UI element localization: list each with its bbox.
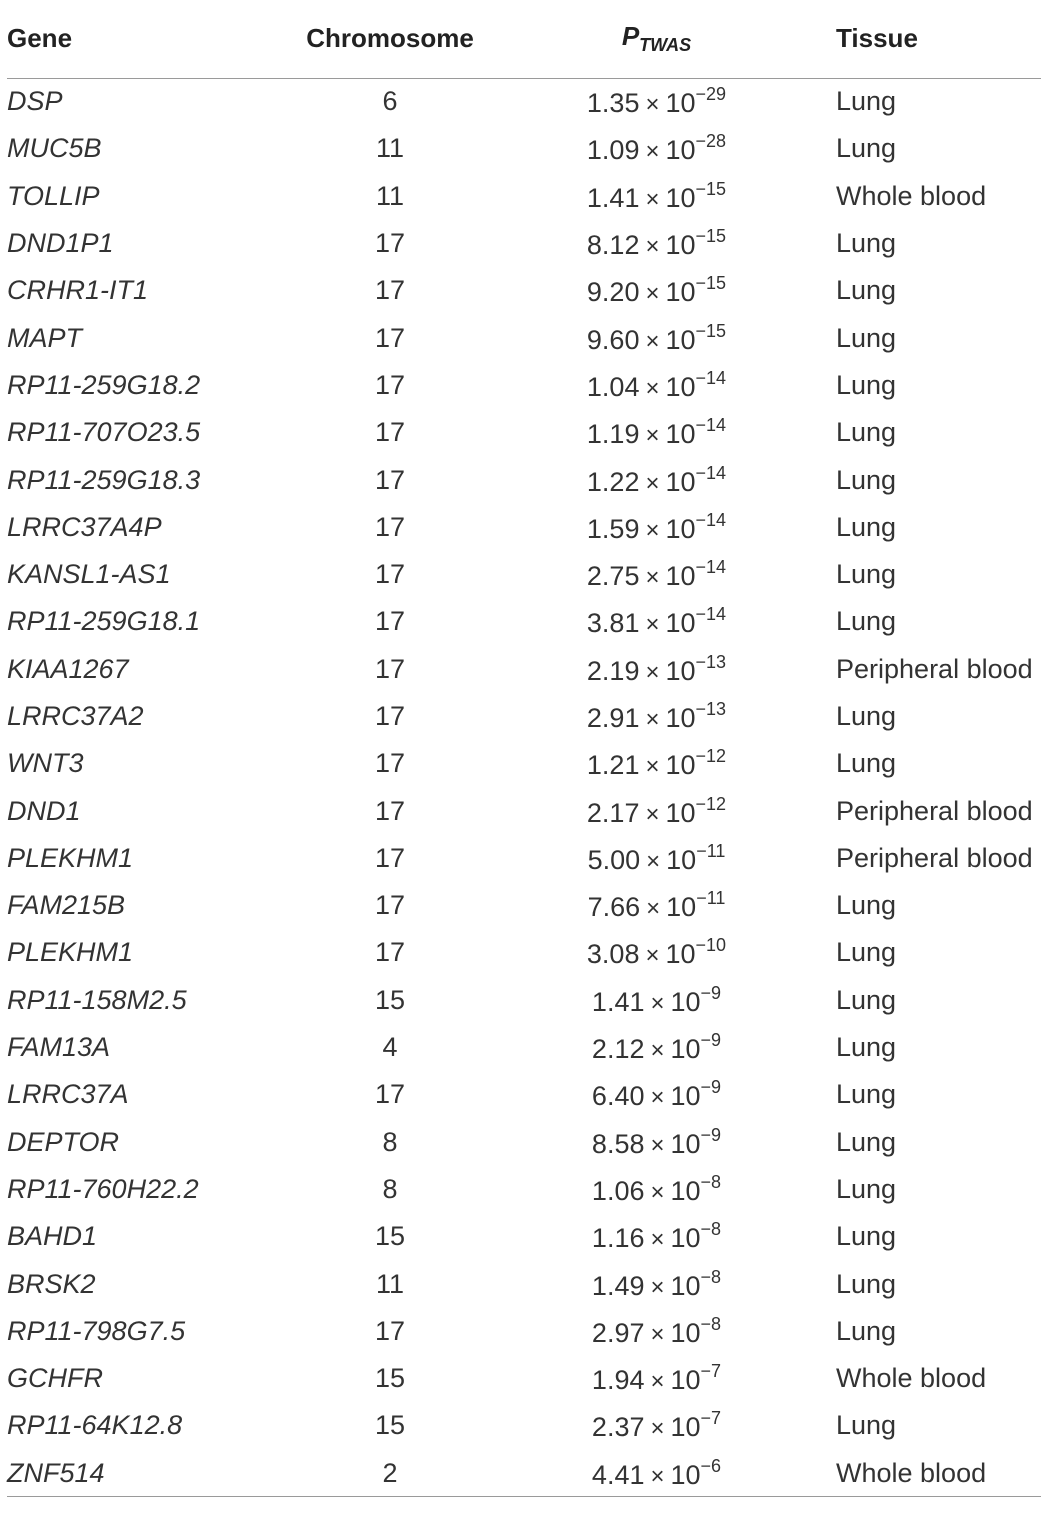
p-mantissa: 1.09 — [586, 135, 640, 166]
cell-tissue: Lung — [836, 417, 897, 448]
table-row — [7, 504, 1041, 551]
cell-chromosome: 17 — [374, 748, 406, 779]
cell-chromosome: 17 — [374, 1315, 406, 1346]
p-mantissa: 2.19 — [586, 655, 640, 686]
table-row — [7, 551, 1041, 598]
cell-gene: WNT3 — [7, 748, 84, 779]
times-sign: × — [646, 847, 661, 875]
times-sign: × — [650, 1084, 665, 1112]
cell-gene: CRHR1-IT1 — [7, 275, 149, 306]
table-row — [7, 882, 1041, 929]
p-mantissa: 1.22 — [586, 466, 640, 497]
p-base: 10 — [665, 182, 696, 213]
times-sign: × — [645, 138, 660, 166]
p-exponent: −12 — [695, 793, 727, 814]
cell-p-twas — [483, 504, 830, 551]
table-row — [7, 977, 1041, 1024]
p-base: 10 — [665, 513, 696, 544]
cell-tissue: Lung — [836, 369, 897, 400]
cell-gene: RP11-707O23.5 — [7, 417, 201, 448]
times-sign: × — [650, 1368, 665, 1396]
cell-chromosome: 15 — [374, 984, 406, 1015]
cell-gene: RP11-158M2.5 — [7, 984, 187, 1015]
header-p-twas — [483, 0, 830, 78]
table-row — [7, 1213, 1041, 1260]
table-header — [7, 0, 1041, 78]
cell-gene: RP11-798G7.5 — [7, 1315, 186, 1346]
cell-p-twas — [483, 835, 830, 882]
p-mantissa: 1.59 — [586, 513, 640, 544]
cell-gene: TOLLIP — [7, 180, 100, 211]
table-row — [7, 1355, 1041, 1402]
p-mantissa: 1.41 — [591, 986, 645, 1017]
times-sign: × — [645, 753, 660, 781]
cell-chromosome: 17 — [374, 559, 406, 590]
p-base: 10 — [665, 750, 696, 781]
p-base: 10 — [670, 1365, 701, 1396]
p-base: 10 — [665, 608, 696, 639]
times-sign: × — [645, 233, 660, 261]
times-sign: × — [645, 374, 660, 402]
table-row — [7, 646, 1041, 693]
cell-p-twas — [483, 740, 830, 787]
cell-p-twas — [483, 125, 830, 172]
cell-chromosome: 17 — [374, 1079, 406, 1110]
cell-p-twas — [483, 598, 830, 645]
cell-p-twas — [483, 551, 830, 598]
p-base: 10 — [665, 655, 696, 686]
cell-tissue: Lung — [836, 701, 897, 731]
cell-chromosome: 15 — [374, 1363, 406, 1394]
cell-chromosome: 17 — [374, 511, 406, 542]
p-exponent: −15 — [695, 226, 727, 247]
times-sign: × — [650, 1273, 665, 1301]
p-mantissa: 7.66 — [587, 892, 641, 923]
p-exponent: −10 — [695, 935, 727, 956]
cell-chromosome: 17 — [374, 417, 406, 448]
cell-tissue: Lung — [836, 86, 897, 117]
p-base: 10 — [670, 1317, 701, 1348]
p-mantissa: 4.41 — [591, 1459, 645, 1490]
header-row — [7, 0, 1041, 78]
times-sign: × — [645, 942, 660, 970]
p-base: 10 — [670, 1412, 701, 1443]
cell-gene: RP11-760H22.2 — [7, 1173, 199, 1204]
cell-tissue: Lung — [836, 606, 897, 637]
table-row — [7, 1402, 1041, 1449]
cell-tissue: Lung — [836, 133, 897, 164]
p-exponent: −9 — [700, 1077, 722, 1098]
cell-p-twas — [483, 1119, 830, 1166]
p-base: 10 — [670, 1034, 701, 1065]
times-sign: × — [645, 422, 660, 450]
cell-chromosome: 15 — [374, 1410, 406, 1441]
cell-tissue: Lung — [836, 984, 897, 1015]
times-sign: × — [650, 1320, 665, 1348]
table-body — [7, 78, 1041, 1497]
cell-chromosome: 11 — [375, 180, 405, 211]
times-sign: × — [646, 895, 661, 923]
cell-p-twas — [483, 456, 830, 503]
cell-gene: MUC5B — [7, 133, 102, 164]
cell-tissue: Peripheral blood — [836, 842, 1033, 873]
cell-p-twas — [483, 929, 830, 976]
times-sign: × — [645, 516, 660, 544]
p-base: 10 — [665, 419, 696, 450]
p-base: 10 — [665, 371, 696, 402]
cell-tissue: Lung — [836, 1410, 897, 1441]
cell-chromosome: 17 — [374, 275, 406, 306]
cell-chromosome: 2 — [297, 1450, 483, 1497]
p-base: 10 — [665, 466, 696, 497]
p-base: 10 — [670, 1128, 701, 1159]
p-exponent: −14 — [695, 367, 727, 388]
cell-chromosome: 17 — [374, 464, 406, 495]
cell-p-twas — [483, 646, 830, 693]
p-base: 10 — [670, 1459, 701, 1490]
p-mantissa: 2.37 — [591, 1412, 645, 1443]
p-mantissa: 5.00 — [587, 844, 641, 875]
header-chromosome: Chromosome — [297, 0, 483, 78]
p-mantissa: 1.04 — [586, 371, 640, 402]
table-row — [7, 78, 1041, 125]
cell-tissue: Lung — [836, 511, 897, 542]
cell-gene: ZNF514 — [7, 1450, 297, 1497]
p-base: 10 — [665, 324, 696, 355]
cell-tissue: Peripheral blood — [836, 795, 1033, 826]
p-exponent: −15 — [695, 273, 727, 294]
table-row — [7, 267, 1041, 314]
cell-gene: KANSL1-AS1 — [7, 559, 171, 590]
cell-gene: DSP — [7, 86, 63, 117]
cell-chromosome: 8 — [382, 1126, 398, 1157]
cell-tissue: Lung — [836, 559, 897, 590]
p-base: 10 — [670, 1081, 701, 1112]
cell-chromosome: 17 — [374, 937, 406, 968]
p-mantissa: 1.35 — [586, 88, 640, 119]
cell-gene: RP11-259G18.3 — [7, 464, 201, 495]
cell-tissue: Lung — [836, 748, 897, 779]
times-sign: × — [645, 564, 660, 592]
p-exponent: −7 — [700, 1361, 722, 1382]
cell-tissue: Peripheral blood — [836, 653, 1033, 684]
table-row — [7, 125, 1041, 172]
times-sign: × — [645, 658, 660, 686]
p-exponent: −14 — [695, 604, 727, 625]
cell-gene: LRRC37A2 — [7, 701, 144, 731]
cell-tissue: Lung — [836, 1221, 897, 1252]
p-exponent: −14 — [695, 509, 727, 530]
cell-gene: KIAA1267 — [7, 653, 129, 684]
cell-gene: BAHD1 — [7, 1221, 98, 1252]
p-mantissa: 8.12 — [586, 230, 640, 261]
p-exponent: −14 — [695, 415, 727, 436]
p-mantissa: 1.21 — [586, 750, 640, 781]
p-mantissa: 9.20 — [586, 277, 640, 308]
cell-tissue: Lung — [836, 890, 897, 921]
times-sign: × — [645, 611, 660, 639]
cell-tissue: Lung — [836, 1315, 897, 1346]
cell-p-twas — [483, 882, 830, 929]
p-mantissa: 9.60 — [586, 324, 640, 355]
p-exponent: −28 — [695, 131, 727, 152]
p-mantissa: 2.17 — [586, 797, 640, 828]
cell-p-twas — [483, 1450, 830, 1497]
cell-tissue: Lung — [836, 1173, 897, 1204]
cell-gene: LRRC37A — [7, 1079, 129, 1110]
cell-tissue: Lung — [836, 228, 897, 259]
cell-chromosome: 4 — [382, 1032, 398, 1063]
cell-tissue: Lung — [836, 1032, 897, 1063]
twas-results-table — [7, 0, 1041, 1497]
cell-chromosome: 17 — [374, 606, 406, 637]
table-row — [7, 1450, 1041, 1497]
cell-chromosome: 6 — [382, 86, 398, 117]
times-sign: × — [645, 800, 660, 828]
p-base: 10 — [665, 88, 696, 119]
p-exponent: −15 — [695, 320, 727, 341]
table-row — [7, 598, 1041, 645]
table-row — [7, 1166, 1041, 1213]
p-base: 10 — [665, 939, 696, 970]
header-p-main: P — [621, 21, 640, 52]
cell-tissue: Lung — [836, 1079, 897, 1110]
cell-chromosome: 17 — [374, 653, 406, 684]
cell-p-twas — [483, 220, 830, 267]
p-mantissa: 2.75 — [586, 561, 640, 592]
table-row — [7, 409, 1041, 456]
cell-p-twas — [483, 693, 830, 740]
table-row — [7, 1071, 1041, 1118]
times-sign: × — [645, 469, 660, 497]
cell-p-twas — [483, 314, 830, 361]
cell-tissue: Lung — [836, 275, 897, 306]
cell-gene: RP11-64K12.8 — [7, 1410, 183, 1441]
p-base: 10 — [665, 797, 696, 828]
cell-p-twas — [483, 1071, 830, 1118]
p-exponent: −7 — [700, 1408, 722, 1429]
times-sign: × — [650, 1131, 665, 1159]
cell-p-twas — [483, 267, 830, 314]
header-gene: Gene — [7, 0, 297, 78]
cell-tissue: Whole blood — [830, 1450, 1041, 1497]
times-sign: × — [650, 989, 665, 1017]
p-exponent: −9 — [700, 1030, 722, 1051]
p-exponent: −15 — [695, 178, 727, 199]
times-sign: × — [645, 185, 660, 213]
p-exponent: −8 — [700, 1266, 722, 1287]
table-row — [7, 1119, 1041, 1166]
p-exponent: −11 — [696, 888, 726, 909]
p-exponent: −13 — [695, 699, 727, 719]
p-mantissa: 3.08 — [586, 939, 640, 970]
p-base: 10 — [666, 844, 697, 875]
table-row — [7, 362, 1041, 409]
p-exponent: −12 — [695, 746, 727, 767]
p-mantissa: 2.97 — [591, 1317, 645, 1348]
cell-gene: RP11-259G18.2 — [7, 369, 201, 400]
cell-p-twas — [483, 1213, 830, 1260]
cell-chromosome: 11 — [375, 133, 405, 164]
p-base: 10 — [665, 135, 696, 166]
table-row — [7, 173, 1041, 220]
table-row — [7, 1260, 1041, 1307]
cell-p-twas — [483, 1260, 830, 1307]
header-tissue: Tissue — [830, 0, 1041, 78]
times-sign: × — [650, 1462, 665, 1490]
cell-gene: BRSK2 — [7, 1268, 96, 1299]
p-mantissa: 2.91 — [586, 703, 640, 733]
cell-p-twas — [483, 1355, 830, 1402]
cell-gene: PLEKHM1 — [7, 937, 134, 968]
p-exponent: −8 — [700, 1219, 722, 1240]
table-row — [7, 1308, 1041, 1355]
p-exponent: −11 — [696, 840, 726, 861]
times-sign: × — [650, 1415, 665, 1443]
cell-tissue: Lung — [836, 1268, 897, 1299]
p-base: 10 — [665, 277, 696, 308]
p-base: 10 — [670, 986, 701, 1017]
p-mantissa: 1.94 — [591, 1365, 645, 1396]
table-row — [7, 740, 1041, 787]
cell-p-twas — [483, 409, 830, 456]
p-exponent: −9 — [700, 982, 722, 1003]
times-sign: × — [645, 91, 660, 119]
table-row — [7, 787, 1041, 834]
cell-gene: LRRC37A4P — [7, 511, 162, 542]
p-base: 10 — [670, 1223, 701, 1254]
cell-gene: FAM13A — [7, 1032, 111, 1063]
cell-tissue: Lung — [836, 1126, 897, 1157]
cell-chromosome: 17 — [374, 890, 406, 921]
p-mantissa: 8.58 — [591, 1128, 645, 1159]
cell-gene: MAPT — [7, 322, 83, 353]
p-mantissa: 1.06 — [591, 1175, 645, 1206]
p-mantissa: 1.41 — [586, 182, 640, 213]
times-sign: × — [650, 1226, 665, 1254]
times-sign: × — [645, 706, 660, 733]
p-exponent: −14 — [695, 557, 727, 578]
table-row — [7, 835, 1041, 882]
p-exponent: −8 — [700, 1171, 722, 1192]
cell-p-twas — [483, 787, 830, 834]
p-exponent: −29 — [695, 84, 727, 105]
cell-chromosome: 17 — [374, 369, 406, 400]
cell-tissue: Lung — [836, 322, 897, 353]
header-p-subscript: TWAS — [639, 35, 692, 56]
p-base: 10 — [666, 892, 697, 923]
p-mantissa: 6.40 — [591, 1081, 645, 1112]
p-base: 10 — [670, 1270, 701, 1301]
cell-tissue: Lung — [836, 937, 897, 968]
cell-gene: FAM215B — [7, 890, 126, 921]
cell-tissue: Lung — [836, 464, 897, 495]
times-sign: × — [650, 1037, 665, 1065]
cell-chromosome: 11 — [375, 1268, 405, 1299]
p-base: 10 — [665, 703, 696, 733]
cell-p-twas — [483, 1024, 830, 1071]
times-sign: × — [650, 1178, 665, 1206]
table-row — [7, 1024, 1041, 1071]
cell-chromosome: 8 — [382, 1173, 398, 1204]
times-sign: × — [645, 327, 660, 355]
table-row — [7, 456, 1041, 503]
cell-p-twas — [483, 173, 830, 220]
cell-p-twas — [483, 78, 830, 125]
cell-p-twas — [483, 362, 830, 409]
cell-gene: DND1P1 — [7, 228, 114, 259]
cell-chromosome: 17 — [374, 842, 406, 873]
cell-chromosome: 15 — [374, 1221, 406, 1252]
cell-gene: GCHFR — [7, 1363, 103, 1394]
times-sign: × — [645, 280, 660, 308]
p-mantissa: 3.81 — [586, 608, 640, 639]
cell-p-twas — [483, 977, 830, 1024]
cell-p-twas — [483, 1402, 830, 1449]
cell-gene: DEPTOR — [7, 1126, 120, 1157]
p-base: 10 — [665, 230, 696, 261]
cell-tissue: Whole blood — [836, 1363, 987, 1394]
p-exponent: −14 — [695, 462, 727, 483]
table-row — [7, 220, 1041, 267]
table-row — [7, 929, 1041, 976]
p-mantissa: 1.16 — [591, 1223, 645, 1254]
cell-chromosome: 17 — [374, 701, 406, 731]
p-mantissa: 1.19 — [586, 419, 640, 450]
cell-chromosome: 17 — [374, 322, 406, 353]
p-mantissa: 1.49 — [591, 1270, 645, 1301]
p-base: 10 — [670, 1175, 701, 1206]
p-exponent: −6 — [700, 1455, 722, 1476]
p-exponent: −13 — [695, 651, 727, 672]
cell-tissue: Whole blood — [836, 180, 987, 211]
cell-gene: DND1 — [7, 795, 81, 826]
cell-p-twas — [483, 1166, 830, 1213]
p-exponent: −8 — [700, 1313, 722, 1334]
p-base: 10 — [665, 561, 696, 592]
cell-chromosome: 17 — [374, 795, 406, 826]
p-exponent: −9 — [700, 1124, 722, 1145]
cell-gene: PLEKHM1 — [7, 842, 134, 873]
cell-chromosome: 17 — [374, 228, 406, 259]
cell-p-twas — [483, 1308, 830, 1355]
table-row — [7, 693, 1041, 740]
cell-gene: RP11-259G18.1 — [7, 606, 201, 637]
table-row — [7, 314, 1041, 361]
p-mantissa: 2.12 — [591, 1034, 645, 1065]
